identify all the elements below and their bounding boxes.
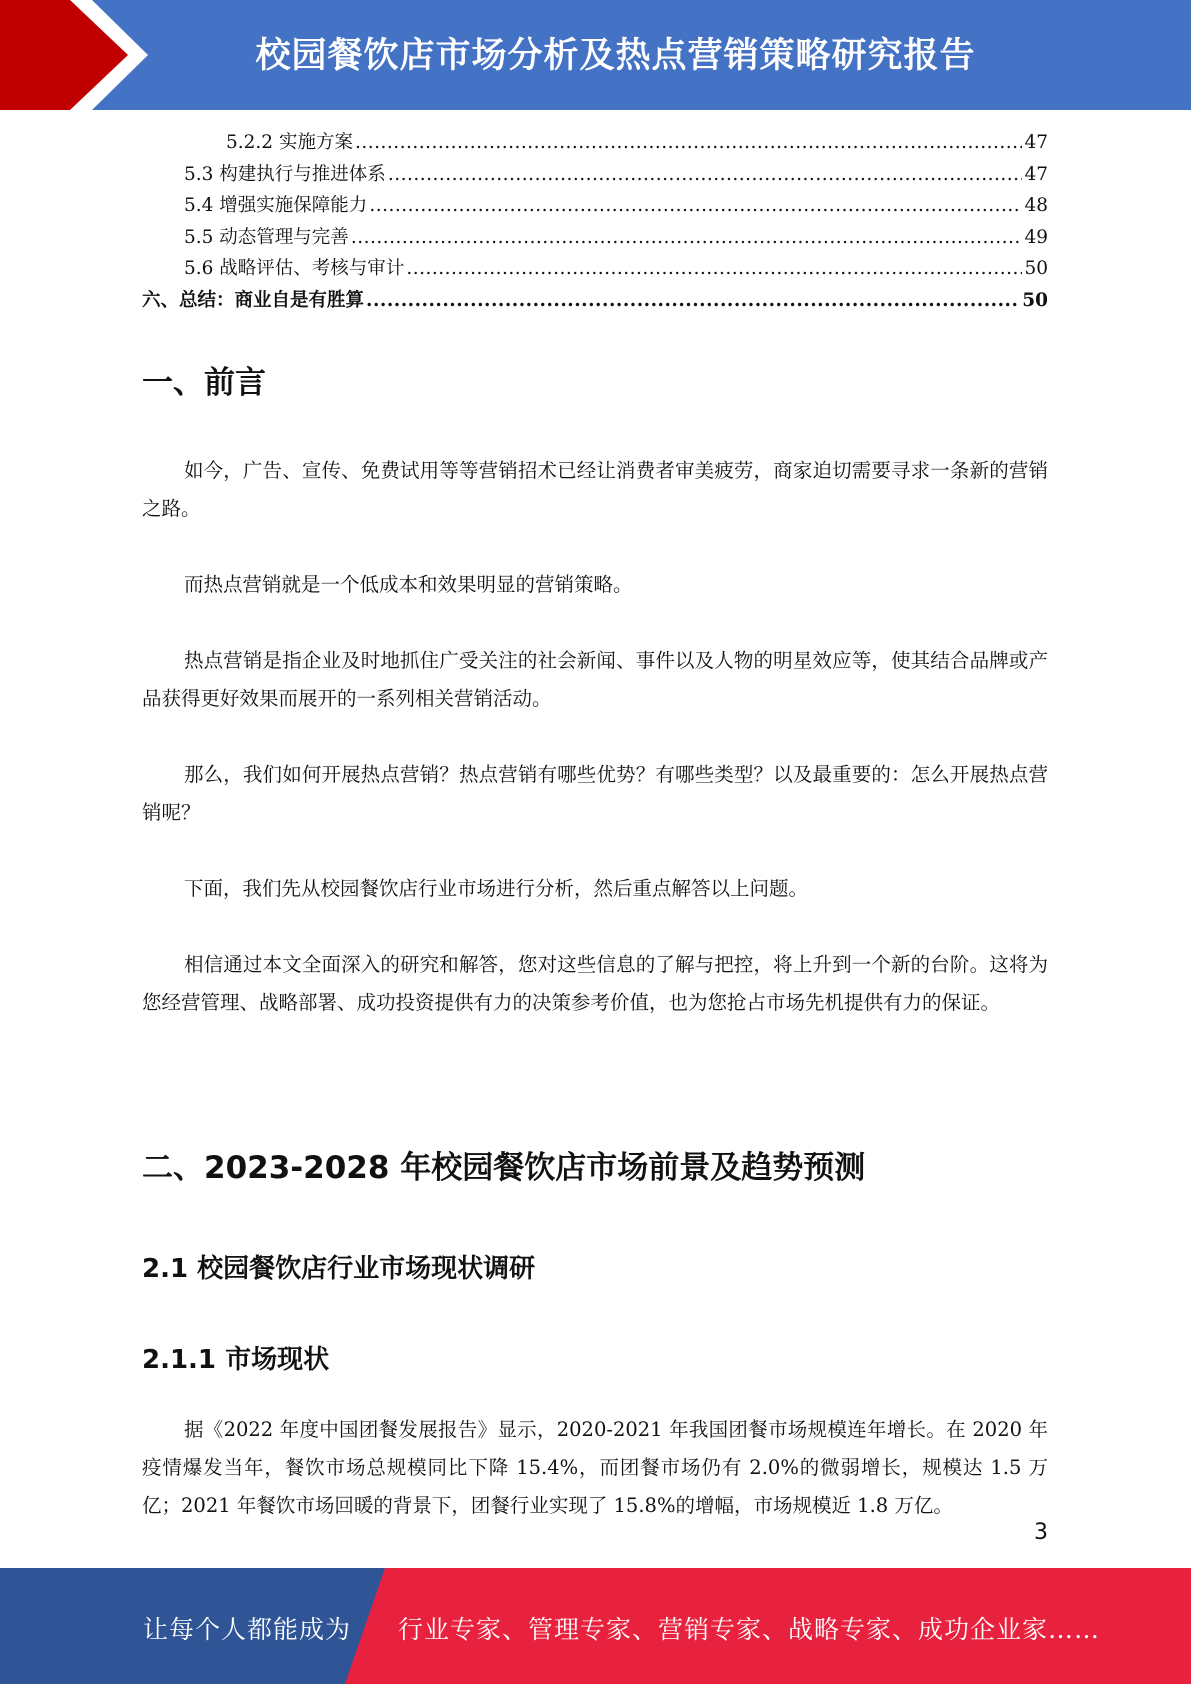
section-heading-market-outlook: 二、2023-2028 年校园餐饮店市场前景及趋势预测 [142, 1150, 866, 1186]
toc-entry-title: 5.6 战略评估、考核与审计 [184, 258, 405, 279]
toc-entry[interactable] [142, 223, 1048, 255]
footer-slogan-right: 行业专家、管理专家、营销专家、战略专家、成功企业家…… [398, 1615, 1101, 1644]
section-heading-preface: 一、前言 [142, 365, 266, 401]
toc-entry-title: 5.3 构建执行与推进体系 [184, 163, 386, 185]
toc-leader-dots [388, 164, 1023, 185]
subsection-heading: 2.1 校园餐饮店行业市场现状调研 [142, 1254, 536, 1284]
toc-entry-page: 50 [1022, 289, 1048, 311]
paragraph: 下面，我们先从校园餐饮店行业市场进行分析，然后重点解答以上问题。 [184, 877, 809, 900]
paragraph: 那么，我们如何开展热点营销？热点营销有哪些优势？有哪些类型？以及最重要的：怎么开展热点营销呢？ [142, 763, 1048, 824]
toc-entry-page: 49 [1024, 226, 1048, 248]
table-of-contents [142, 128, 1048, 317]
toc-entry-title: 5.2.2 实施方案 [226, 132, 353, 153]
page-number: 3 [1034, 1520, 1048, 1545]
toc-leader-dots [406, 258, 1022, 279]
toc-entry-title: 5.5 动态管理与完善 [184, 226, 349, 248]
toc-entry[interactable] [142, 191, 1048, 223]
page-header [0, 0, 1191, 110]
toc-entry[interactable] [142, 286, 1048, 318]
toc-entry-page: 48 [1024, 195, 1048, 216]
toc-entry-page: 50 [1024, 258, 1048, 279]
toc-leader-dots [366, 290, 1020, 311]
page-footer [0, 1568, 1191, 1684]
paragraph: 热点营销是指企业及时地抓住广受关注的社会新闻、事件以及人物的明星效应等，使其结合品牌或产品获得更好效果而展开的一系列相关营销活动。 [142, 649, 1048, 710]
paragraph: 而热点营销就是一个低成本和效果明显的营销策略。 [184, 573, 633, 596]
header-arrow-decoration [0, 0, 160, 110]
toc-entry-title: 5.4 增强实施保障能力 [184, 195, 368, 216]
toc-entry-title: 六、总结：商业自是有胜算 [142, 289, 365, 311]
toc-entry[interactable] [142, 254, 1048, 286]
subsection-heading: 2.1.1 市场现状 [142, 1345, 330, 1375]
toc-leader-dots [355, 132, 1023, 153]
paragraph: 据《2022 年度中国团餐发展报告》显示，2020-2021 年我国团餐市场规模连年增长。在 2020 年疫情爆发当年，餐饮市场总规模同比下降 15.4%，而团餐市场仍有 2.0%的微弱增长，规模达 1.5 万亿；2021 年餐饮市场回暖的背景下，团餐行业实现了 15.8%的增幅，市场规模近 1.8 万亿。 [142, 1418, 1048, 1517]
header-title: 校园餐饮店市场分析及热点营销策略研究报告 [255, 36, 976, 76]
paragraph: 相信通过本文全面深入的研究和解答，您对这些信息的了解与把控，将上升到一个新的台阶。这将为您经营管理、战略部署、成功投资提供有力的决策参考价值，也为您抢占市场先机提供有力的保证。 [142, 953, 1048, 1014]
toc-entry[interactable] [142, 160, 1048, 192]
toc-entry[interactable] [142, 128, 1048, 160]
toc-leader-dots [351, 227, 1023, 248]
footer-slogan-left: 让每个人都能成为 [143, 1615, 352, 1644]
toc-entry-page: 47 [1024, 163, 1048, 185]
toc-entry-page: 47 [1024, 132, 1048, 153]
paragraph: 如今，广告、宣传、免费试用等等营销招术已经让消费者审美疲劳，商家迫切需要寻求一条新的营销之路。 [142, 459, 1048, 520]
toc-leader-dots [369, 195, 1022, 216]
